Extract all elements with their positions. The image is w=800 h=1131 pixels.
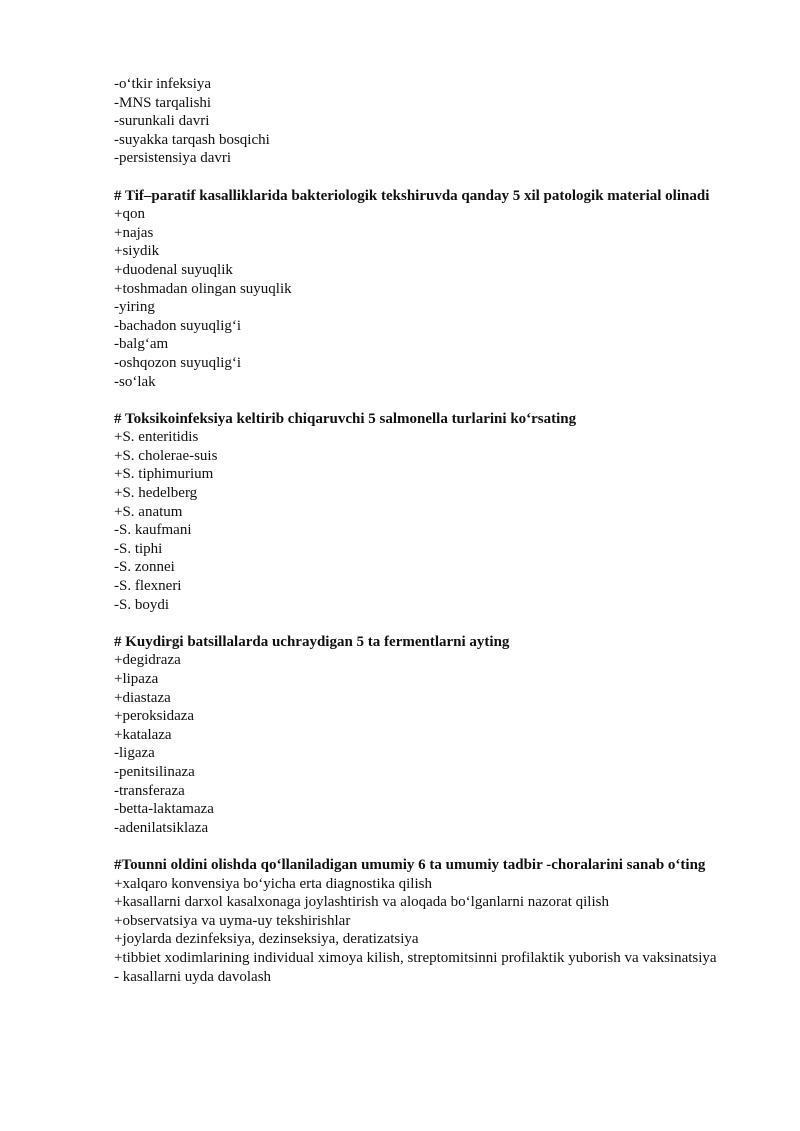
- answer-option: -bachadon suyuqlig‘i: [114, 317, 242, 334]
- answer-option: -ligaza: [114, 745, 155, 762]
- answer-option: +S. hedelberg: [114, 485, 198, 502]
- answer-option: -persistensiya davri: [114, 150, 232, 167]
- answer-option: +najas: [114, 224, 154, 241]
- answer-option: +katalaza: [114, 726, 172, 743]
- question-title: # Toksikoinfeksiya keltirib chiqaruvchi 5 salmonella turlarini ko‘rsating: [114, 410, 577, 427]
- answer-option: +duodenal suyuqlik: [114, 261, 233, 278]
- answer-option: -S. kaufmani: [114, 522, 192, 539]
- answer-option: +qon: [114, 206, 145, 223]
- answer-option: +toshmadan olingan suyuqlik: [114, 280, 292, 297]
- document-body: [114, 75, 724, 986]
- answer-option: -S. tiphi: [114, 540, 163, 557]
- answer-option: -S. flexneri: [114, 578, 182, 595]
- answer-option: -yiring: [114, 299, 155, 316]
- question-title: # Kuydirgi batsillalarda uchraydigan 5 ta fermentlarni ayting: [114, 633, 510, 650]
- answer-option: +S. cholerae-suis: [114, 447, 218, 464]
- answer-option: +diastaza: [114, 689, 171, 706]
- answer-option: +S. tiphimurium: [114, 466, 214, 483]
- question-block: [114, 633, 724, 838]
- answer-option: +peroksidaza: [114, 708, 195, 725]
- answer-option: -o‘tkir infeksiya: [114, 76, 212, 92]
- answer-option: -S. zonnei: [114, 559, 175, 576]
- question-title: #Tounni oldini olishda qo‘llaniladigan umumiy 6 ta umumiy tadbir -choralarini sanab o‘ting: [114, 856, 706, 873]
- answer-option: -surunkali davri: [114, 113, 210, 130]
- answer-option: -betta-laktamaza: [114, 801, 214, 818]
- answer-option: -MNS tarqalishi: [114, 94, 212, 111]
- question-block: [114, 410, 724, 615]
- answer-option: -transferaza: [114, 782, 185, 799]
- question-block: [114, 856, 724, 986]
- answer-option: -balg‘am: [114, 336, 169, 353]
- answer-option: -oshqozon suyuqlig‘i: [114, 354, 242, 371]
- answer-option: +tibbiet xodimlarining individual ximoya kilish, streptomitsinni profilaktik yuborish va vaksinatsiya: [114, 949, 717, 966]
- answer-option: +xalqaro konvensiya bo‘yicha erta diagnostika qilish: [114, 875, 432, 892]
- answer-option: -S. boydi: [114, 596, 170, 613]
- answer-option: -so‘lak: [114, 373, 156, 390]
- answer-option: - kasallarni uyda davolash: [114, 968, 272, 985]
- answer-option: +degidraza: [114, 652, 181, 669]
- question-block: [114, 187, 724, 392]
- answer-option: +kasallarni darxol kasalxonaga joylashtirish va aloqada bo‘lganlarni nazorat qilish: [114, 894, 609, 911]
- answer-option: +lipaza: [114, 671, 159, 687]
- answer-option: -suyakka tarqash bosqichi: [114, 131, 270, 148]
- answer-option: +observatsiya va uyma-uy tekshirishlar: [114, 912, 351, 929]
- answer-option: -adenilatsiklaza: [114, 819, 209, 836]
- question-title: # Tif–paratif kasalliklarida bakteriologik tekshiruvda qanday 5 xil patologik material olinadi: [114, 187, 710, 204]
- answer-option: +S. anatum: [114, 503, 183, 520]
- answer-option: +S. enteritidis: [114, 429, 199, 446]
- answer-option: +siydik: [114, 243, 160, 260]
- answer-option: -penitsilinaza: [114, 763, 195, 780]
- intro-list: [114, 75, 724, 168]
- answer-option: +joylarda dezinfeksiya, dezinseksiya, deratizatsiya: [114, 931, 419, 948]
